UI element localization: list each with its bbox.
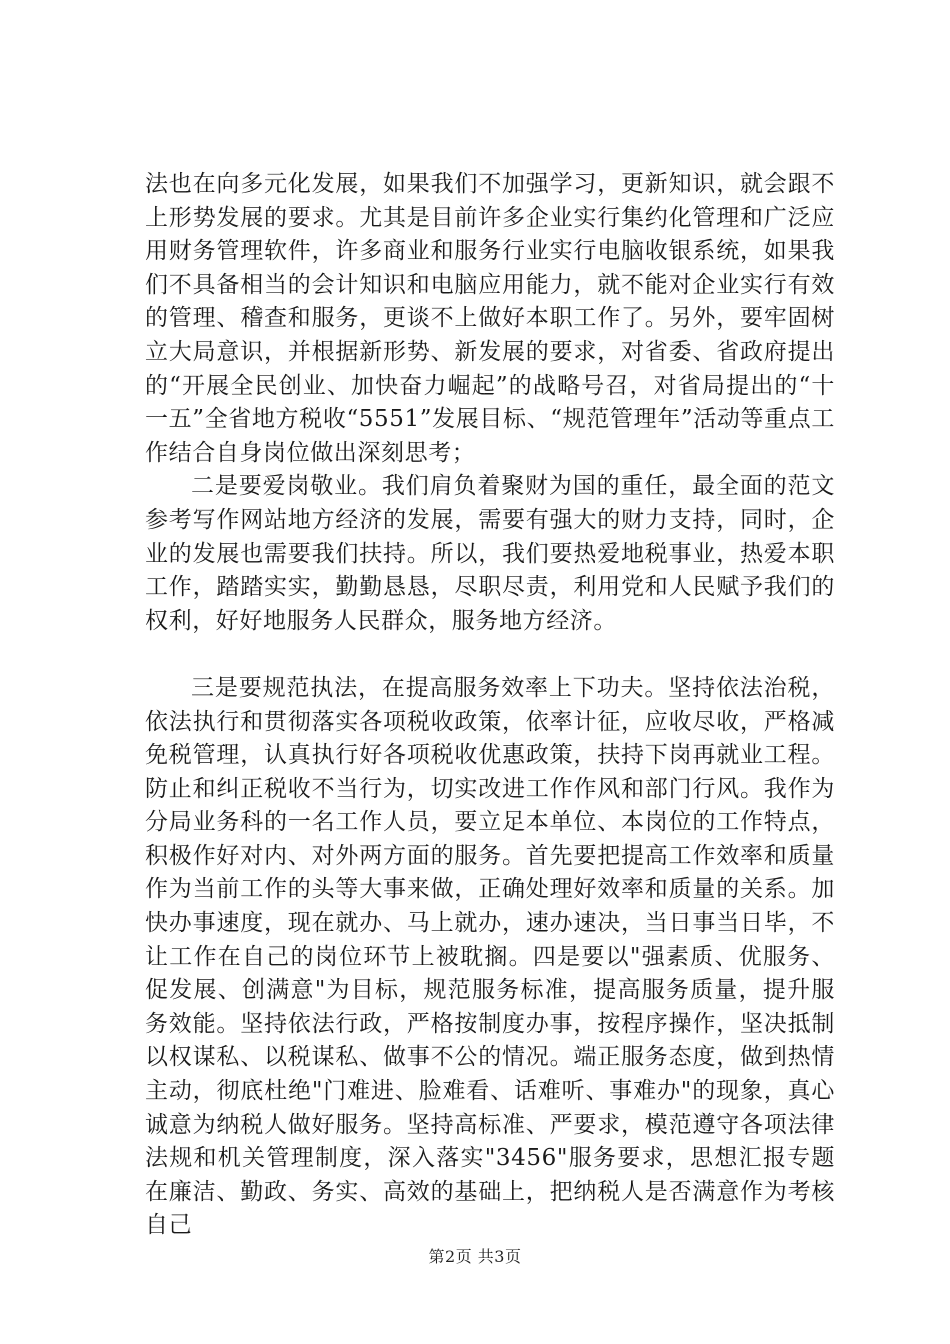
- paragraph-law-enforcement: 三是要规范执法，在提高服务效率上下功夫。坚持依法治税，依法执行和贯彻落实各项税收政策，依率计征，应收尽收，严格减免税管理，认真执行好各项税收优惠政策，扶持下岗再就业工程。防止和纠正税收不当行为，切实改进工作作风和部门行风。我作为分局业务科的一名工作人员，要立足本单位、本岗位的工作特点，积极作好对内、对外两方面的服务。首先要把提高工作效率和质量作为当前工作的头等大事来做，正确处理好效率和质量的关系。加快办事速度，现在就办、马上就办，速办速决，当日事当日毕，不让工作在自己的岗位环节上被耽搁。四是要以"强素质、优服务、促发展、创满意"为目标，规范服务标准，提高服务质量，提升服务效能。坚持依法行政，严格按制度办事，按程序操作，坚决抵制以权谋私、以税谋私、做事不公的情况。端正服务态度，做到热情主动，彻底杜绝"门难进、脸难看、话难听、事难办"的现象，真心诚意为纳税人做好服务。坚持高标准、严要求，模范遵守各项法律法规和机关管理制度，深入落实"3456"服务要求，思想汇报专题在廉洁、勤政、务实、高效的基础上，把纳税人是否满意作为考核自己: [145, 674, 835, 1239]
- page-footer: 第2页 共3页: [428, 1247, 522, 1266]
- paragraph-continuation: 法也在向多元化发展，如果我们不加强学习，更新知识，就会跟不上形势发展的要求。尤其是目前许多企业实行集约化管理和广泛应用财务管理软件，许多商业和服务行业实行电脑收银系统，如果我们不具备相当的会计知识和电脑应用能力，就不能对企业实行有效的管理、稽查和服务，更谈不上做好本职工作了。另外，要牢固树立大局意识，并根据新形势、新发展的要求，对省委、省政府提出的“开展全民创业、加快奋力崛起”的战略号召，对省局提出的“十一五”全省地方税收“5551”发展目标、“规范管理年”活动等重点工作结合自身岗位做出深刻思考；: [145, 171, 835, 466]
- document-body: [145, 168, 835, 1243]
- paragraph-dedication: 二是要爱岗敬业。我们肩负着聚财为国的重任，最全面的范文参考写作网站地方经济的发展，需要有强大的财力支持，同时，企业的发展也需要我们扶持。所以，我们要热爱地税事业，热爱本职工作，踏踏实实，勤勤恳恳，尽职尽责，利用党和人民赋予我们的权利，好好地服务人民群众，服务地方经济。: [145, 473, 835, 634]
- paragraph-spacer: [145, 638, 835, 672]
